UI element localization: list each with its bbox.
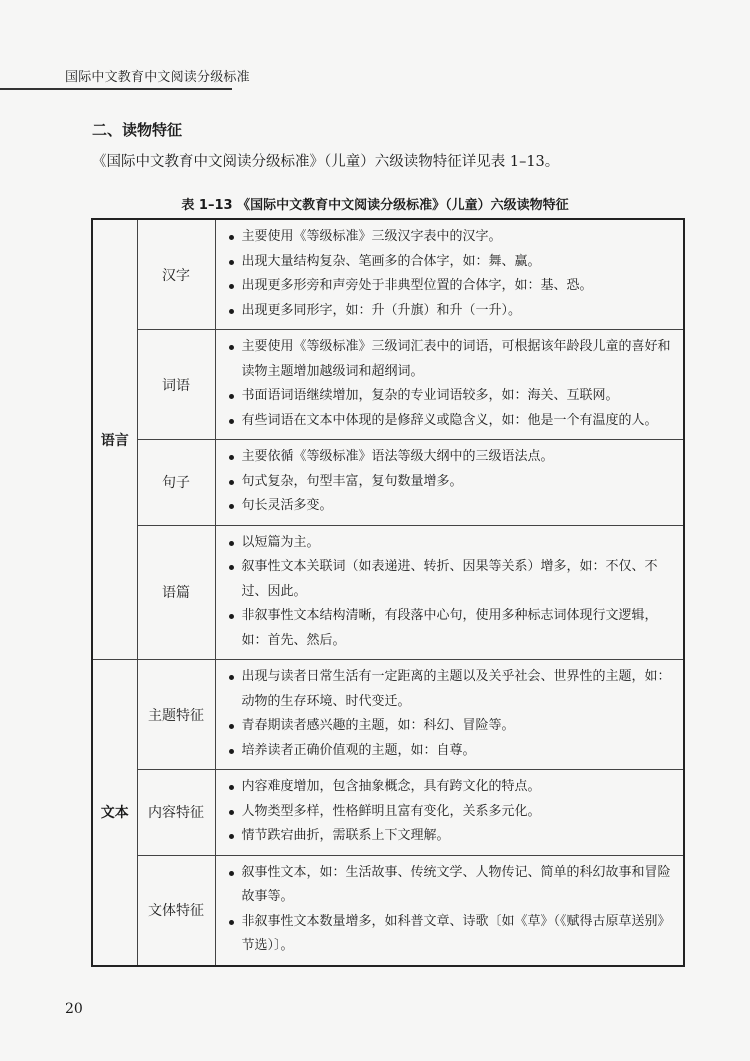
bullet-list [228,775,676,849]
row-label-yupian: 语篇 [137,525,215,660]
list-item: 非叙事性文本结构清晰，有段落中心句，使用多种标志词体现行文逻辑，如：首先、然后。 [228,604,676,653]
row-label-hanzi: 汉字 [137,219,215,330]
category-cell-language: 语言 [92,219,137,660]
table-row [92,660,684,770]
table-row [92,770,684,856]
list-item: 主要使用《等级标准》三级汉字表中的汉字。 [228,225,676,250]
row-label-ciyu: 词语 [137,330,215,440]
list-item: 出现大量结构复杂、笔画多的合体字，如：舞、赢。 [228,250,676,275]
bullet-list [228,445,676,519]
intro-paragraph: 《国际中文教育中文阅读分级标准》（儿童）六级读物特征详见表 1–13。 [92,154,560,170]
list-item: 非叙事性文本数量增多，如科普文章、诗歌〔如《草》（《赋得古原草送别》节选）〕。 [228,910,676,959]
bullet-list [228,665,676,763]
bullet-list [228,225,676,323]
bullet-list [228,861,676,959]
list-item: 叙事性文本，如：生活故事、传统文学、人物传记、简单的科幻故事和冒险故事等。 [228,861,676,910]
row-content-juzi [215,440,684,526]
table-row [92,440,684,526]
bullet-list [228,335,676,433]
table-row [92,525,684,660]
list-item: 主要依循《等级标准》语法等级大纲中的三级语法点。 [228,445,676,470]
row-label-genre: 文体特征 [137,855,215,966]
list-item: 内容难度增加，包含抽象概念，具有跨文化的特点。 [228,775,676,800]
row-label-juzi: 句子 [137,440,215,526]
row-content-ciyu [215,330,684,440]
row-content-theme [215,660,684,770]
header-rule [0,88,232,90]
list-item: 句式复杂，句型丰富，复句数量增多。 [228,470,676,495]
row-content-content [215,770,684,856]
list-item: 句长灵活多变。 [228,494,676,519]
page-number: 20 [65,1001,83,1017]
row-label-theme: 主题特征 [137,660,215,770]
reading-features-table [91,218,685,967]
list-item: 情节跌宕曲折，需联系上下文理解。 [228,824,676,849]
list-item: 主要使用《等级标准》三级词汇表中的词语，可根据该年龄段儿童的喜好和读物主题增加越级词和超纲词。 [228,335,676,384]
list-item: 出现与读者日常生活有一定距离的主题以及关乎社会、世界性的主题，如：动物的生存环境、时代变迁。 [228,665,676,714]
row-content-hanzi [215,219,684,330]
list-item: 叙事性文本关联词（如表递进、转折、因果等关系）增多，如：不仅、不过、因此。 [228,555,676,604]
running-header-title: 国际中文教育中文阅读分级标准 [65,70,250,85]
list-item: 以短篇为主。 [228,531,676,556]
list-item: 有些词语在文本中体现的是修辞义或隐含义，如：他是一个有温度的人。 [228,409,676,434]
bullet-list [228,531,676,654]
table-row [92,219,684,330]
list-item: 出现更多同形字，如：升（升旗）和升（一升）。 [228,299,676,324]
row-content-genre [215,855,684,966]
list-item: 书面语词语继续增加，复杂的专业词语较多，如：海关、互联网。 [228,384,676,409]
table-row [92,330,684,440]
list-item: 出现更多形旁和声旁处于非典型位置的合体字，如：基、恐。 [228,274,676,299]
list-item: 青春期读者感兴趣的主题，如：科幻、冒险等。 [228,714,676,739]
table-row [92,855,684,966]
list-item: 培养读者正确价值观的主题，如：自尊。 [228,739,676,764]
row-content-yupian [215,525,684,660]
row-label-content: 内容特征 [137,770,215,856]
section-title: 二、读物特征 [92,121,183,139]
table-caption: 表 1–13 《国际中文教育中文阅读分级标准》（儿童）六级读物特征 [181,198,569,213]
list-item: 人物类型多样，性格鲜明且富有变化，关系多元化。 [228,800,676,825]
category-cell-text: 文本 [92,660,137,966]
